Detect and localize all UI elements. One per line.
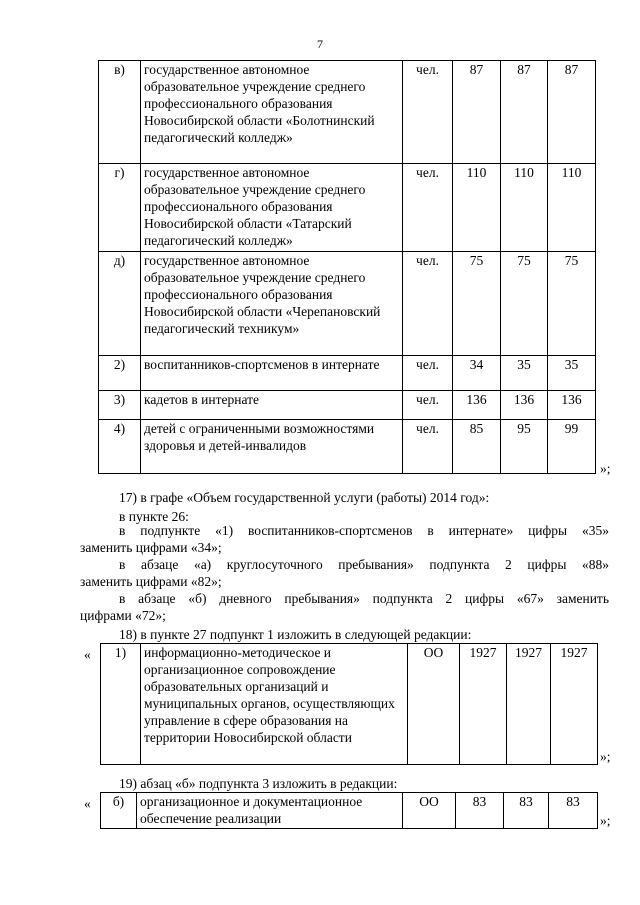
row-value-2: 83 bbox=[504, 793, 549, 829]
table-row bbox=[99, 420, 596, 474]
row-value-1: 1927 bbox=[460, 644, 507, 765]
row-value-1: 83 bbox=[456, 793, 504, 829]
row-number: г) bbox=[99, 164, 141, 252]
row-value-2: 110 bbox=[501, 164, 548, 252]
row-unit: чел. bbox=[403, 164, 453, 252]
amendment-19-heading: 19) абзац «б» подпункта 3 изложить в редакции: bbox=[119, 776, 398, 791]
amendment-18-heading: 18) в пункте 27 подпункт 1 изложить в следующей редакции: bbox=[119, 627, 472, 642]
row-value-1: 136 bbox=[453, 391, 501, 420]
row-name: государственное автономное образовательное учреждение среднего профессионального образования Новосибирской области «Татарский педагогический колледж» bbox=[141, 164, 403, 252]
row-value-1: 110 bbox=[453, 164, 501, 252]
row-number: 2) bbox=[99, 356, 141, 391]
row-name: государственное автономное образовательное учреждение среднего профессионального образования Новосибирской области «Черепановский педагогический техникум» bbox=[141, 252, 403, 356]
row-number: б) bbox=[101, 793, 137, 829]
row-number: 3) bbox=[99, 391, 141, 420]
row-name: детей с ограниченными возможностями здоровья и детей-инвалидов bbox=[141, 420, 403, 474]
row-value-3: 1927 bbox=[551, 644, 598, 765]
row-value-2: 95 bbox=[501, 420, 548, 474]
amendment-17-sub-2-line2: заменить цифрами «82»; bbox=[80, 574, 222, 589]
row-number: 1) bbox=[101, 644, 141, 765]
row-value-3: 35 bbox=[548, 356, 596, 391]
row-number: 4) bbox=[99, 420, 141, 474]
table-row bbox=[99, 391, 596, 420]
row-value-2: 1927 bbox=[507, 644, 551, 765]
row-name: воспитанников-спортсменов в интернате bbox=[141, 356, 403, 391]
row-value-3: 136 bbox=[548, 391, 596, 420]
row-unit: ОО bbox=[408, 644, 460, 765]
table-row bbox=[99, 252, 596, 356]
amendment-17-sub-2-line1: в абзаце «а) круглосуточного пребывания» подпункта 2 цифры «88» bbox=[119, 557, 609, 572]
amendment-17-sub-3-line1: в абзаце «б) дневного пребывания» подпункта 2 цифры «67» заменить bbox=[119, 591, 609, 606]
table3-close-quote: »; bbox=[600, 813, 611, 828]
row-unit: чел. bbox=[403, 356, 453, 391]
row-name: кадетов в интернате bbox=[141, 391, 403, 420]
amendment-17-sub-1-line2: заменить цифрами «34»; bbox=[80, 540, 222, 555]
table-row bbox=[99, 164, 596, 252]
row-name: государственное автономное образовательное учреждение среднего профессионального образования Новосибирской области «Болотнинский педагогический колледж» bbox=[141, 61, 403, 164]
amendment-17-sub-1-line1: в подпункте «1) воспитанников-спортсменов в интернате» цифры «35» bbox=[119, 523, 609, 538]
row-value-1: 85 bbox=[453, 420, 501, 474]
table1-close-quote: »; bbox=[600, 461, 611, 476]
amendment-17-sub-3-line2: цифрами «72»; bbox=[80, 608, 166, 623]
row-value-1: 75 bbox=[453, 252, 501, 356]
amendment-17-point: в пункте 26: bbox=[119, 509, 189, 524]
row-value-1: 87 bbox=[453, 61, 501, 164]
row-value-3: 87 bbox=[548, 61, 596, 164]
row-unit: чел. bbox=[403, 61, 453, 164]
table2-close-quote: »; bbox=[600, 749, 611, 764]
amendment-19-table bbox=[100, 792, 598, 829]
table3-open-quote: « bbox=[84, 796, 91, 811]
row-value-3: 75 bbox=[548, 252, 596, 356]
row-name: организационное и документационное обеспечение реализации bbox=[137, 793, 403, 829]
row-value-1: 34 bbox=[453, 356, 501, 391]
amendment-17-heading: 17) в графе «Объем государственной услуги (работы) 2014 год»: bbox=[119, 490, 490, 505]
amendment-18-table bbox=[100, 643, 598, 765]
table-row bbox=[99, 61, 596, 164]
row-name: информационно-методическое и организационное сопровождение образовательных организаций и муниципальных органов, осуществляющих управление в сфере образования на территории Новосибирской области bbox=[141, 644, 408, 765]
row-number: д) bbox=[99, 252, 141, 356]
row-value-3: 99 bbox=[548, 420, 596, 474]
row-unit: чел. bbox=[403, 252, 453, 356]
table-row bbox=[101, 793, 598, 829]
row-number: в) bbox=[99, 61, 141, 164]
row-value-2: 35 bbox=[501, 356, 548, 391]
row-unit: ОО bbox=[403, 793, 456, 829]
row-value-3: 83 bbox=[549, 793, 598, 829]
table-row bbox=[99, 356, 596, 391]
row-value-2: 75 bbox=[501, 252, 548, 356]
row-unit: чел. bbox=[403, 420, 453, 474]
row-value-3: 110 bbox=[548, 164, 596, 252]
row-value-2: 87 bbox=[501, 61, 548, 164]
row-value-2: 136 bbox=[501, 391, 548, 420]
table2-open-quote: « bbox=[84, 647, 91, 662]
page-number: 7 bbox=[317, 37, 323, 51]
row-unit: чел. bbox=[403, 391, 453, 420]
table-row bbox=[101, 644, 598, 765]
services-table bbox=[98, 60, 596, 474]
